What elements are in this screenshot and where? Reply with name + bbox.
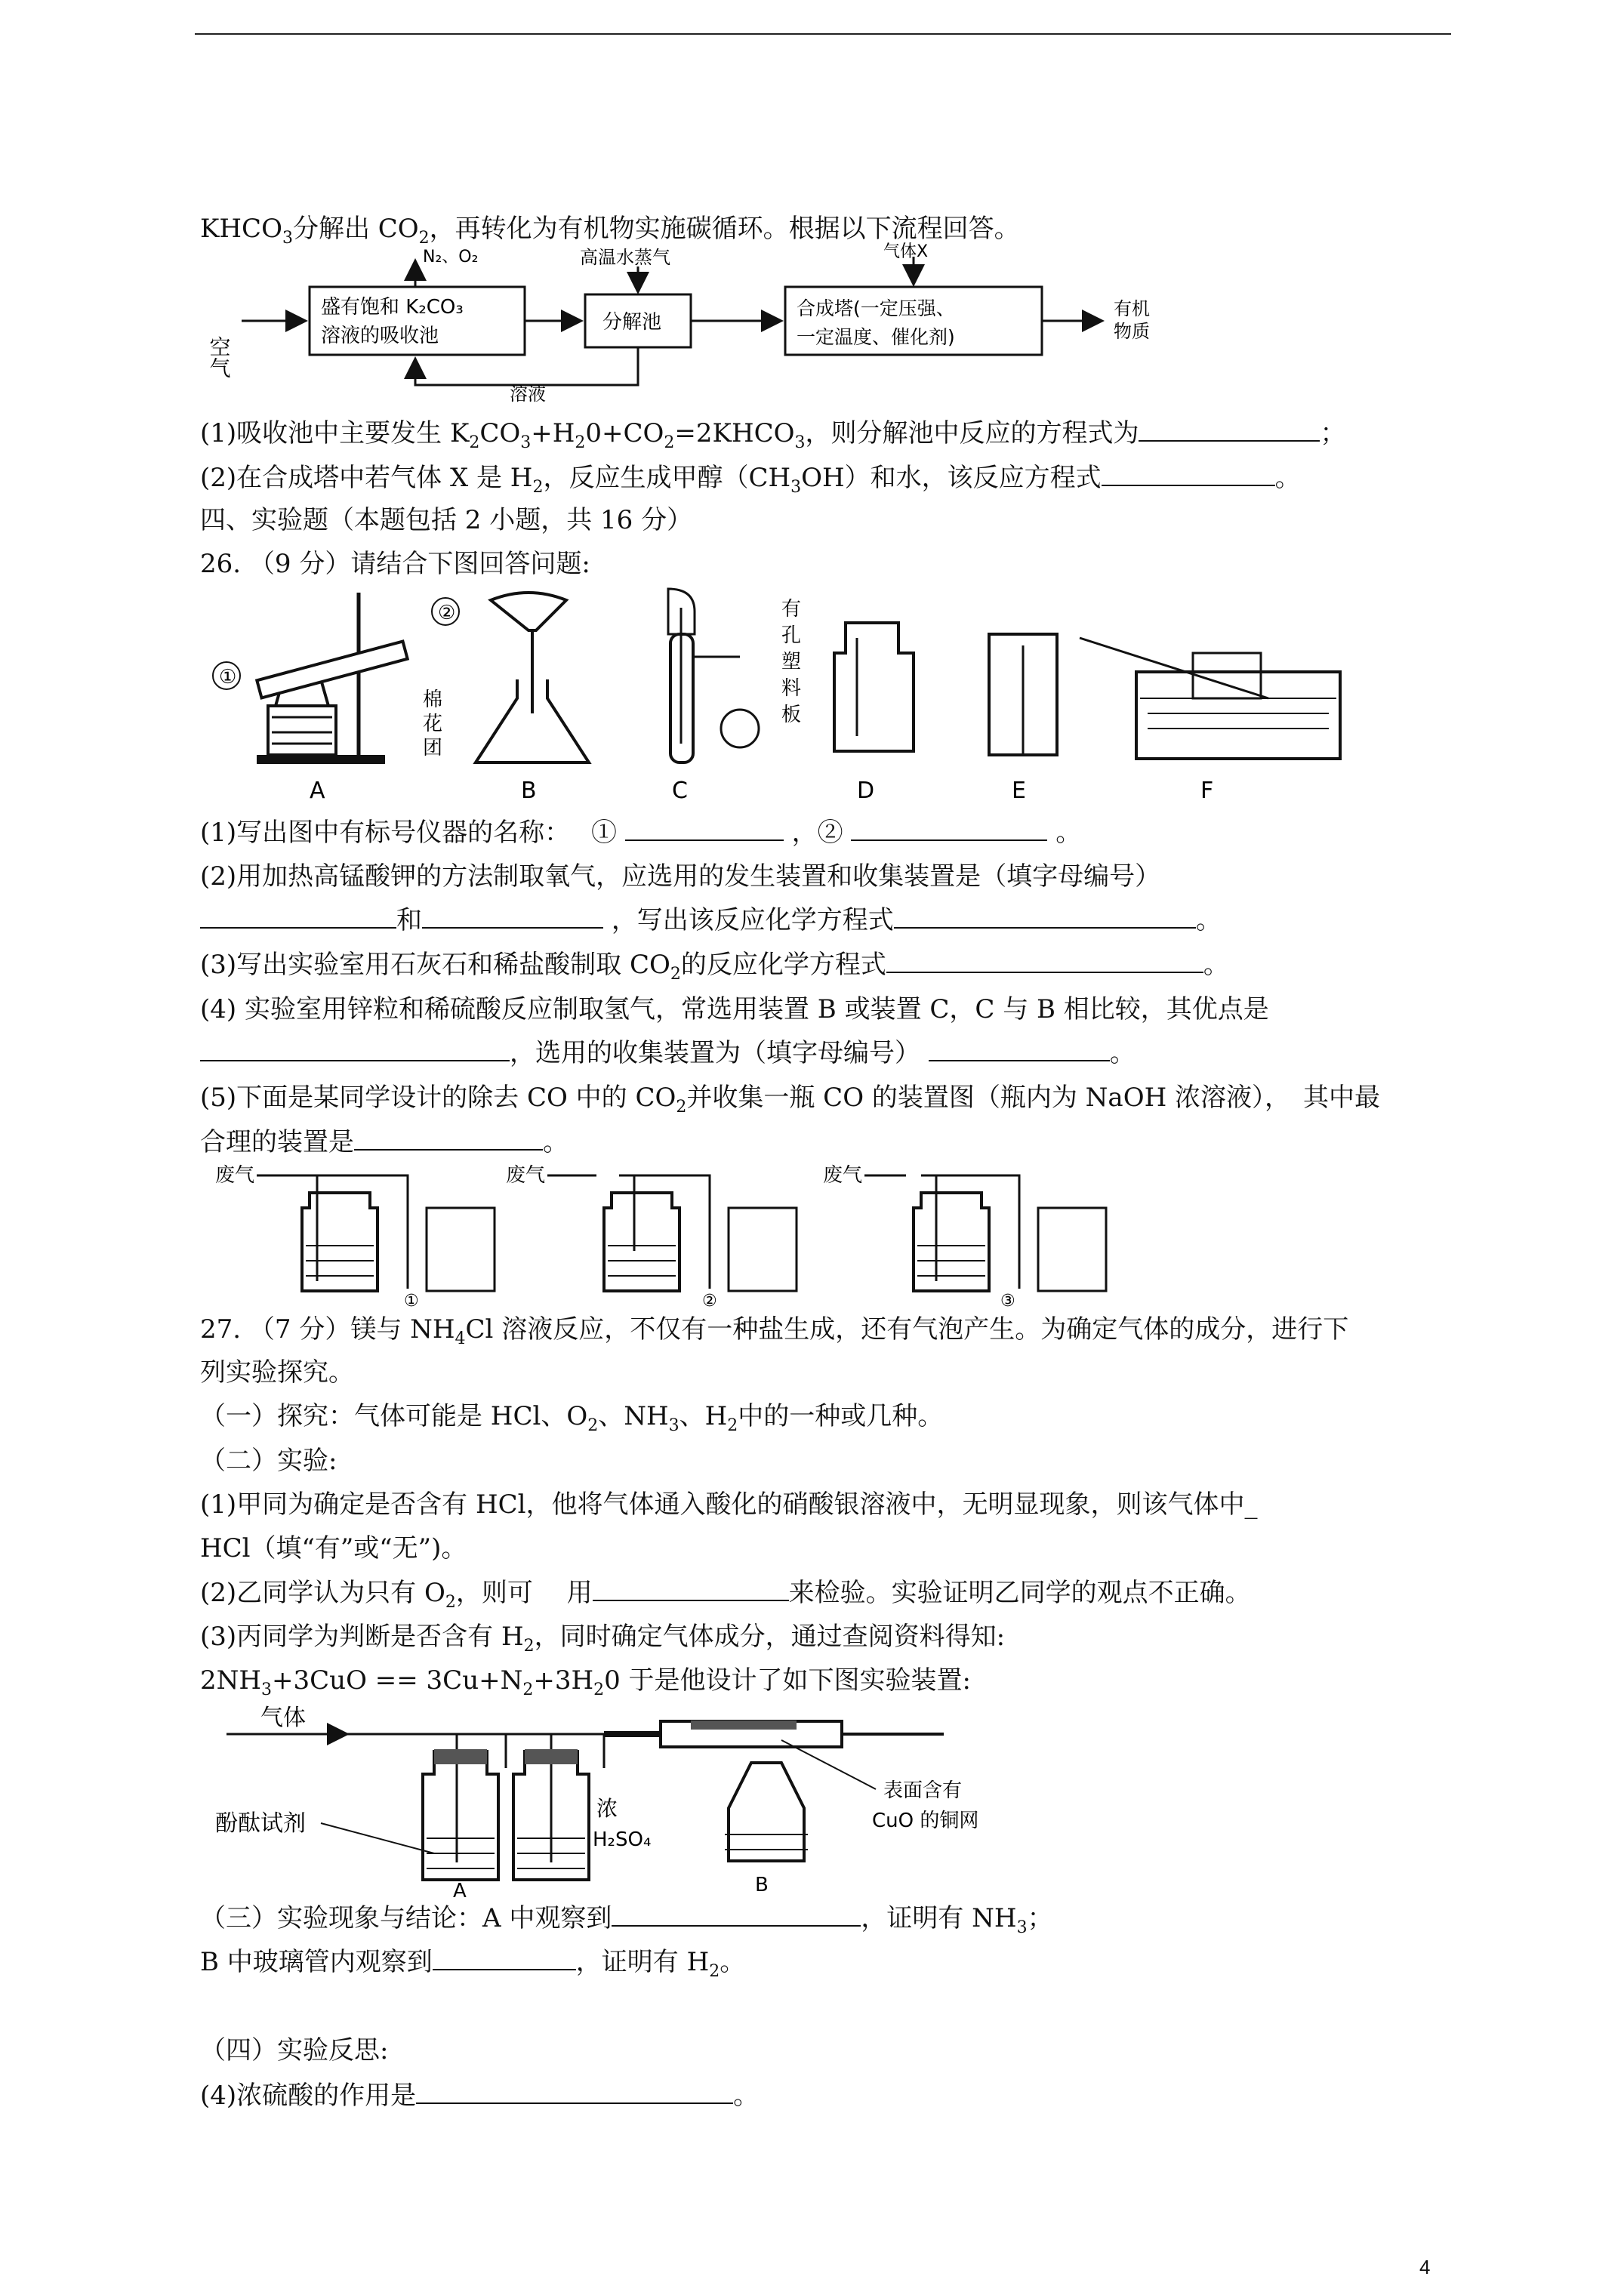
question-26-3: (3)写出实验室用石灰石和稀盐酸制取 $CO_2$的反应化学方程式 。 [200, 950, 1229, 984]
question-26-title: 26. （9 分）请结合下图回答问题: [200, 549, 590, 579]
question-27-q2: (2)乙同学认为只有 $O_2$，则可 用 来检验。实验证明乙同学的观点不正确。 [200, 1578, 1251, 1612]
decomposer-label: 分解池 [602, 311, 662, 334]
question-26-2b: 和 ，写出该反应化学方程式 。 [200, 904, 1222, 936]
svg-text:B: B [755, 1874, 769, 1896]
question-26-2: (2)用加热高锰酸钾的方法制取氧气，应选用的发生装置和收集装置是（填字母编号） [200, 861, 1161, 892]
flow-diagram [206, 242, 1268, 405]
answer-blank[interactable] [612, 1902, 861, 1927]
reaction-equation: $2NH_3+3CuO == 3Cu+N_2+3H_20$ 于是他设计了如下图实验装置: [200, 1665, 972, 1699]
answer-blank[interactable] [593, 1577, 789, 1601]
answer-blank[interactable] [354, 1126, 543, 1151]
svg-text:A: A [453, 1880, 467, 1902]
apparatus-figure-26 [211, 585, 1344, 804]
svg-text:溶液的吸收池: 溶液的吸收池 [321, 325, 439, 347]
question-26-4b: ，选用的收集装置为（填字母编号） 。 [200, 1037, 1136, 1069]
answer-blank[interactable] [894, 904, 1196, 929]
svg-text:②: ② [438, 602, 456, 624]
svg-text:有: 有 [781, 598, 802, 621]
svg-text:料: 料 [781, 677, 802, 700]
gas-washing-figure [211, 1159, 1178, 1310]
svg-text:废气: 废气 [823, 1164, 863, 1187]
question-27-q4: (4)浓硫酸的作用是 。 [200, 2081, 760, 2111]
question-27-q1: (1)甲同为确定是否含有 HCl，他将气体通入酸化的硝酸银溶液中，无明显现象，则该气体中_ [200, 1489, 1258, 1520]
svg-text:板: 板 [781, 704, 802, 726]
ammonia-apparatus-figure [208, 1702, 1000, 1902]
answer-blank[interactable] [851, 817, 1047, 841]
gas-x-label: 气体X [883, 242, 929, 261]
question-1: (1)吸收池中主要发生 $K_2CO_3+H_20+CO_2=2KHCO_3$，则分解池中反应的方程式为 ； [200, 418, 1346, 452]
air-label: 空气 [206, 336, 232, 378]
answer-blank[interactable] [1139, 417, 1320, 442]
question-27-q3: (3)丙同学为判断是否含有 $H_2$，同时确定气体成分，通过查阅资料得知: [200, 1622, 1006, 1656]
svg-text:CuO 的铜网: CuO 的铜网 [872, 1810, 979, 1832]
question-26-5b: 合理的装置是 。 [200, 1127, 569, 1157]
text-line: $KHCO_3$分解出 $CO_2$，再转化为有机物实施碳循环。根据以下流程回答。 [200, 214, 1020, 248]
question-2: (2)在合成塔中若气体 X 是 $H_2$，反应生成甲醇$(CH_3OH)$和水，该反应方程式 。 [200, 463, 1301, 497]
svg-text:团: 团 [423, 737, 443, 759]
answer-blank[interactable] [929, 1037, 1110, 1061]
svg-text:D: D [857, 778, 875, 804]
question-27-part1: （一）探究：气体可能是 HCl、$O_2$、$NH_3$、$H_2$中的一种或几种。 [200, 1401, 944, 1435]
svg-text:H₂SO₄: H₂SO₄ [593, 1828, 652, 1851]
svg-text:表面含有: 表面含有 [883, 1779, 963, 1802]
question-27-b: 列实验探究。 [200, 1357, 354, 1388]
svg-text:A: A [310, 778, 325, 804]
svg-text:B: B [521, 778, 537, 804]
svg-text:E: E [1012, 778, 1026, 804]
solution-label: 溶液 [510, 384, 546, 405]
n2o2-label: N₂、O₂ [423, 248, 479, 266]
svg-text:②: ② [702, 1292, 717, 1311]
header-rule [195, 33, 1451, 35]
question-27: 27. （7 分）镁与 $NH_4Cl$ 溶液反应，不仅有一种盐生成，还有气泡产生。为确定气体的成分，进行下 [200, 1314, 1349, 1348]
absorber-label: 盛有饱和 K₂CO₃ [321, 296, 464, 319]
page-number: 4 [1419, 2256, 1431, 2278]
question-27-part4: （四）实验反思: [200, 2035, 389, 2066]
svg-text:塑: 塑 [781, 651, 802, 673]
svg-text:①: ① [219, 666, 237, 688]
svg-text:一定温度、催化剂): 一定温度、催化剂) [797, 326, 955, 348]
steam-label: 高温水蒸气 [580, 247, 670, 268]
answer-blank[interactable] [422, 904, 603, 929]
question-26-5: (5)下面是某同学设计的除去 CO 中的 $CO_2$并收集一瓶 CO 的装置图（瓶内为 NaOH 浓溶液）， 其中最 [200, 1083, 1381, 1117]
answer-blank[interactable] [416, 2080, 733, 2104]
svg-text:酚酞试剂: 酚酞试剂 [215, 1810, 306, 1837]
svg-text:废气: 废气 [215, 1164, 255, 1187]
svg-text:棉: 棉 [423, 688, 443, 711]
answer-blank[interactable] [433, 1946, 576, 1970]
answer-blank[interactable] [886, 949, 1203, 973]
svg-text:废气: 废气 [506, 1164, 546, 1187]
question-26-4: (4) 实验室用锌粒和稀硫酸反应制取氢气，常选用装置 B 或装置 C，C 与 B 相比较，其优点是 [200, 994, 1269, 1024]
svg-text:③: ③ [1000, 1292, 1015, 1311]
question-27-q1b: HCl（填“有”或“无”)。 [200, 1533, 467, 1563]
svg-text:浓: 浓 [596, 1796, 618, 1821]
svg-text:气体: 气体 [260, 1705, 306, 1731]
svg-text:花: 花 [423, 713, 443, 735]
question-26-1: (1)写出图中有标号仪器的名称： ① ，② 。 [200, 818, 1082, 848]
answer-blank[interactable] [625, 817, 784, 841]
svg-text:物质: 物质 [1114, 321, 1150, 342]
section-heading: 四、实验题（本题包括 2 小题，共 16 分） [200, 505, 693, 535]
answer-blank[interactable] [1102, 462, 1275, 486]
svg-text:孔: 孔 [781, 624, 802, 647]
answer-blank[interactable] [200, 1037, 510, 1061]
question-27-part3b: B 中玻璃管内观察到 ，证明有 $H_2$。 [200, 1947, 746, 1981]
svg-text:C: C [672, 778, 688, 804]
svg-text:①: ① [404, 1292, 419, 1311]
question-27-part3: （三）实验现象与结论：A 中观察到 ，证明有 $NH_3$； [200, 1903, 1053, 1937]
answer-blank[interactable] [200, 904, 396, 929]
svg-text:F: F [1200, 778, 1214, 804]
question-27-part2: （二）实验: [200, 1446, 337, 1476]
organic-label: 有机 [1114, 298, 1150, 319]
tower-label: 合成塔(一定压强、 [797, 297, 955, 319]
